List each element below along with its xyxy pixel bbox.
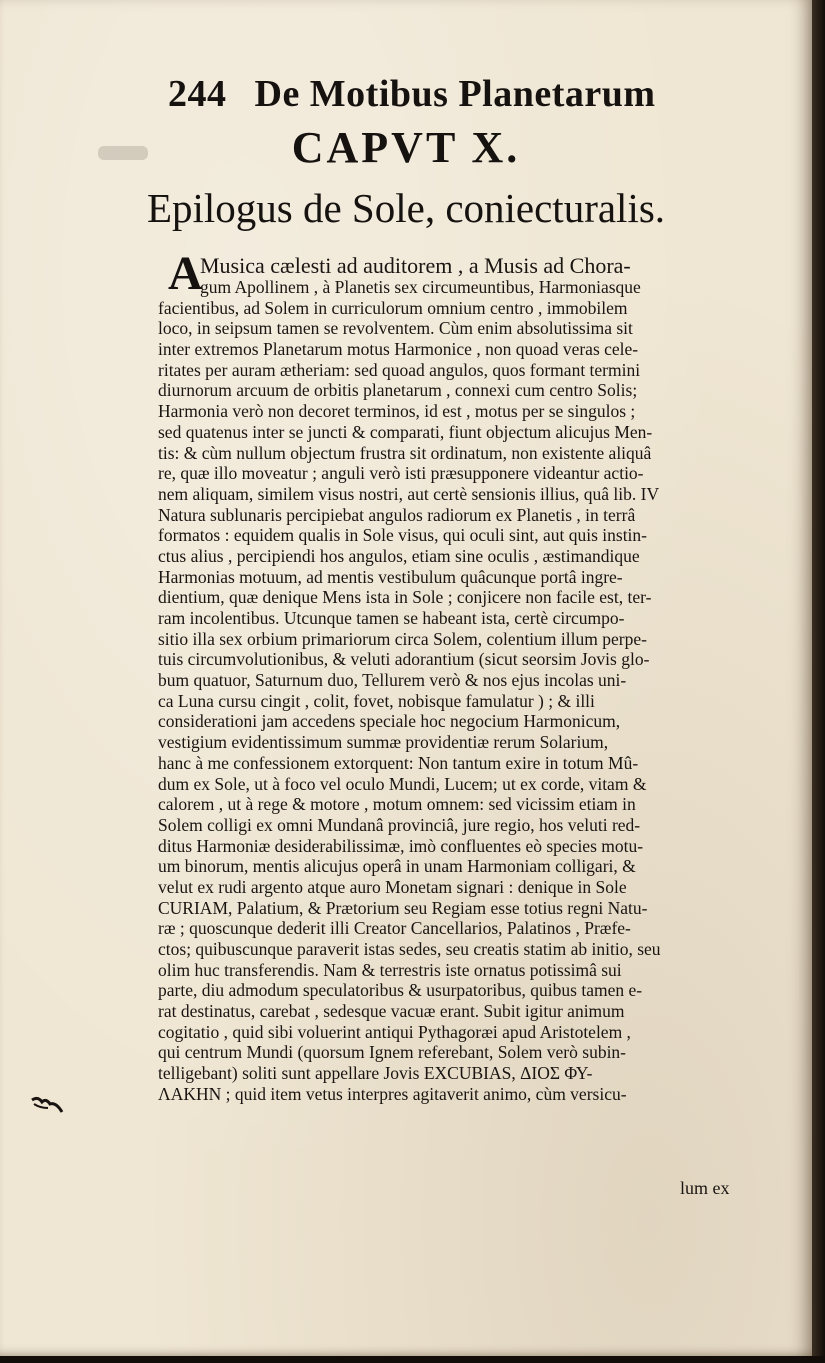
text-line: CURIAM, Palatium, & Prætorium seu Regiam esse totius regni Natu-	[158, 897, 648, 918]
text-line: calorem , ut à rege & motore , motum omnem: sed vicissim etiam in	[158, 794, 636, 815]
text-line: gum Apollinem , à Planetis sex circumeuntibus, Harmoniasque	[200, 277, 641, 297]
text-line: tis: & cùm nullum objectum frustra sit ordinatum, non existente aliquâ	[158, 442, 652, 463]
text-line: diurnorum arcuum de orbitis planetarum , connexi cum centro Solis;	[158, 380, 638, 401]
text-line: ctus alius , percipiendi hos angulos, etiam sine oculis , æstimandique	[158, 545, 640, 566]
running-head	[168, 72, 708, 122]
text-line: ritates per auram ætheriam: sed quoad angulos, quos formant termini	[158, 359, 641, 380]
drop-cap: A	[168, 247, 203, 300]
text-line: olim huc transferendis. Nam & terrestris iste ornatus potissimâ sui	[158, 959, 622, 980]
text-line: considerationi jam accedens speciale hoc negocium Harmonicum,	[158, 711, 621, 732]
text-line: Musica cælesti ad auditorem , a Musis ad Chora-	[200, 255, 631, 277]
text-line: re, quæ illo moveatur ; anguli verò isti præsupponere videantur actio-	[158, 463, 644, 484]
text-line: sitio illa sex orbium primariorum circa Solem, colentium illum perpe-	[158, 628, 647, 649]
text-line: ræ ; quoscunque dederit illi Creator Cancellarios, Palatinos , Præfe-	[158, 918, 631, 939]
text-line: ca Luna cursu cingit , colit, fovet, nobisque famulatur ) ; & illi	[158, 690, 595, 711]
text-line: ΛΑΚΗΝ ; quid item vetus interpres agitaverit animo, cùm versicu-	[158, 1083, 627, 1104]
catchword: lum ex	[680, 1178, 730, 1198]
text-line: loco, in seipsum tamen se revolventem. Cùm enim absolutissima sit	[158, 318, 633, 339]
text-line: velut ex rudi argento atque auro Monetam signari : denique in Sole	[158, 876, 627, 897]
text-line: Harmonias motuum, ad mentis vestibulum quâcunque portâ ingre-	[158, 566, 623, 587]
page-edge	[0, 1356, 825, 1363]
text-line: nem aliquam, similem visus nostri, aut certè sensionis illius, quâ lib. IV	[158, 483, 660, 504]
text-line: hanc à me confessionem extorquent: Non tantum exire in totum Mû-	[158, 752, 639, 773]
text-line: vestigium evidentissimum summæ providentiæ rerum Solarium,	[158, 732, 609, 753]
text-line: inter extremos Planetarum motus Harmonice , non quoad veras cele-	[158, 339, 639, 360]
text-line: parte, diu admodum speculatoribus & usurpatoribus, quibus tamen e-	[158, 980, 643, 1001]
text-line: bum quatuor, Saturnum duo, Tellurem verò & nos ejus incolas uni-	[158, 670, 627, 691]
text-line: ram incolentibus. Utcunque tamen se habeant ista, certè circumpo-	[158, 608, 625, 628]
text-line: tuis circumvolutionibus, & veluti adorantium (sicut seorsim Jovis glo-	[158, 649, 650, 670]
chapter-heading: CAPVT X.	[291, 123, 521, 172]
text-line: Harmonia verò non decoret terminos, id est , motus per se singulos ;	[158, 401, 636, 422]
text-line: cogitatio , quid sibi voluerint antiqui Pythagoræi apud Aristotelem ,	[158, 1021, 631, 1042]
running-title: De Motibus Planetarum	[254, 73, 656, 115]
text-line: sed quatenus inter se juncti & comparati, fiunt objectum alicujus Men-	[158, 421, 653, 442]
body-text	[158, 255, 763, 1105]
text-line: telligebant) soliti sunt appellare Jovis EXCUBIAS, ΔΙΟΣ ΦΥ-	[158, 1063, 593, 1084]
text-line: rat destinatus, carebat , sedesque vacuæ erant. Subit igitur animum	[158, 1001, 625, 1022]
text-line: dum ex Sole, ut à foco vel oculo Mundi, Lucem; ut ex corde, vitam &	[158, 773, 647, 794]
text-line: formatos : equidem qualis in Sole visus, qui oculi sint, aut quis instin-	[158, 525, 648, 546]
hand-marker-icon	[30, 1094, 64, 1116]
text-line: ditus Harmoniæ desiderabilissimæ, imò confluentes eò species motu-	[158, 835, 644, 856]
text-line: Solem colligi ex omni Mundanâ provinciâ, jure regio, hos veluti red-	[158, 814, 641, 835]
text-line: facientibus, ad Solem in curriculorum omnium centro , immobilem	[158, 297, 628, 318]
text-line: qui centrum Mundi (quorsum Ignem referebant, Solem verò subin-	[158, 1042, 627, 1063]
text-line: um binorum, mentis alicujus operâ in unam Harmoniam colligari, &	[158, 856, 636, 877]
text-line: ctos; quibuscunque paraverit istas sedes, seu creatis statim ab initio, seu	[158, 939, 661, 959]
book-spine	[812, 0, 825, 1363]
section-title: Epilogus de Sole, coniecturalis.	[146, 185, 666, 231]
text-line: Natura sublunaris percipiebat angulos radiorum ex Planetis , in terrâ	[158, 504, 636, 525]
text-line: dientium, quæ denique Mens ista in Sole ; conjicere non facile est, ter-	[158, 587, 652, 608]
page-number: 244	[168, 73, 227, 115]
